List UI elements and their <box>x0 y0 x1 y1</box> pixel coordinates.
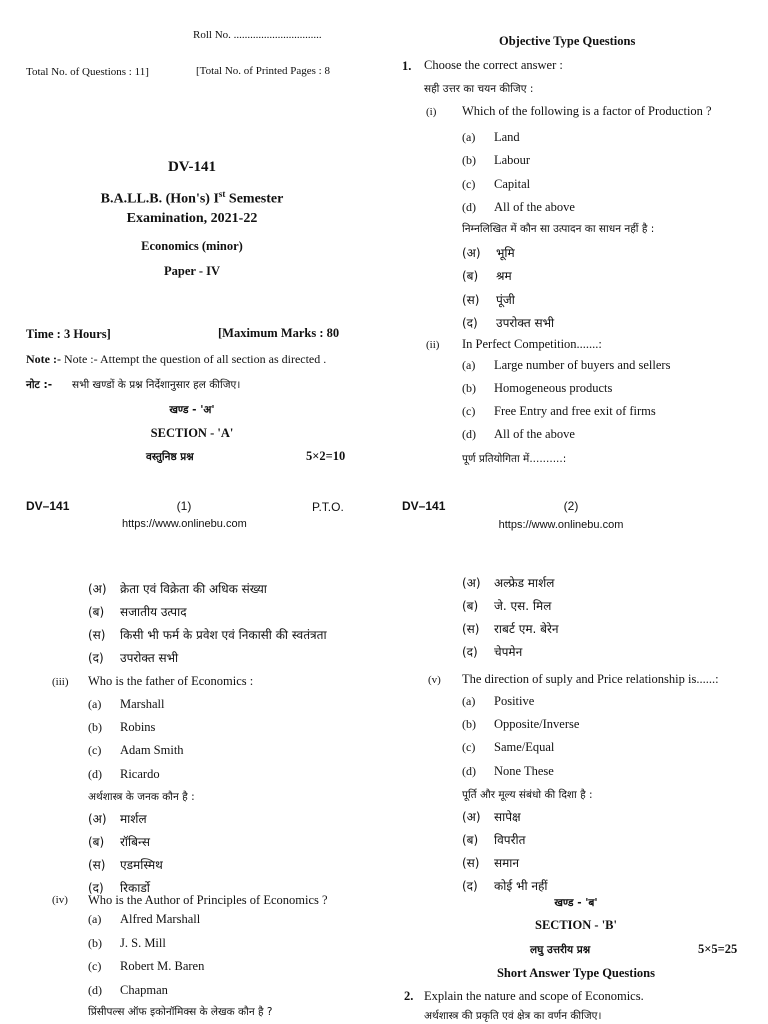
page-3 <box>0 512 384 1024</box>
objective-hindi: वस्तुनिष्ठ प्रश्न <box>146 451 194 463</box>
option-text: Marshall <box>120 697 165 711</box>
option-text: All of the above <box>494 199 575 214</box>
roll-no-field: Roll No. ................................ <box>193 29 322 41</box>
option-label: (ब) <box>88 605 105 619</box>
option-label: (अ) <box>462 810 481 824</box>
question-v-text: The direction of suply and Price relationship is......: <box>462 672 719 686</box>
maximum-marks: [Maximum Marks : 80 <box>218 326 340 340</box>
section-a-marks: 5×2=10 <box>306 449 346 463</box>
option-text: Same/Equal <box>494 740 555 755</box>
option-text: किसी भी फर्म के प्रवेश एवं निकासी की स्वतंत्रता <box>120 628 327 642</box>
note-hindi-label: नोट :- <box>26 379 53 391</box>
option-text: पूंजी <box>496 292 515 307</box>
option-label: (b) <box>88 720 102 735</box>
option-label: (स) <box>462 856 480 870</box>
question-2-number: 2. <box>404 989 414 1003</box>
option-text: Ricardo <box>120 766 160 781</box>
option-text: Large number of buyers and sellers <box>494 358 671 372</box>
option-label: (a) <box>462 130 476 144</box>
option-text: समान <box>494 856 520 870</box>
option-text: J. S. Mill <box>120 935 166 950</box>
option-label: (d) <box>462 763 476 778</box>
option-label: (अ) <box>462 576 481 590</box>
option-text: सापेक्ष <box>494 810 521 824</box>
option-label: (द) <box>462 645 478 659</box>
page-1 <box>0 0 384 512</box>
total-questions: Total No. of Questions : 11] <box>26 66 149 78</box>
option-text: अल्फ्रेड मार्शल <box>494 576 555 590</box>
option-text: All of the above <box>494 427 575 441</box>
option-text: Opposite/Inverse <box>494 717 580 732</box>
option-label: (a) <box>88 697 102 711</box>
question-iv-number: (iv) <box>52 894 68 906</box>
option-label: (द) <box>88 881 104 895</box>
section-a-hindi: खण्ड - 'अ' <box>169 404 215 416</box>
question-iii-text: Who is the father of Economics : <box>88 674 254 688</box>
option-label: (b) <box>462 153 476 168</box>
question-2-text: Explain the nature and scope of Economics. <box>424 989 644 1003</box>
option-text: रिकार्डो <box>120 881 150 895</box>
option-label: (b) <box>88 935 102 950</box>
exam-title: Examination, 2021-22 <box>126 211 258 226</box>
option-label: (ब) <box>462 269 479 284</box>
option-text: Homogeneous products <box>494 381 613 395</box>
option-label: (d) <box>88 982 102 997</box>
question-iii-hindi: अर्थशास्त्र के जनक कौन है : <box>88 791 195 803</box>
option-label: (ब) <box>462 833 479 847</box>
footer-code: DV–141 <box>26 499 70 513</box>
section-b-hindi: खण्ड - 'ब' <box>554 897 598 909</box>
option-label: (स) <box>462 622 480 636</box>
option-label: (a) <box>462 358 476 372</box>
footer-pto: P.T.O. <box>312 500 344 514</box>
option-text: जे. एस. मिल <box>494 599 552 613</box>
paper-number: Paper - IV <box>163 264 220 278</box>
option-label: (स) <box>88 628 106 642</box>
option-text: Robins <box>120 720 156 735</box>
option-text: श्रम <box>496 269 512 284</box>
option-label: (अ) <box>88 582 107 596</box>
objective-heading: Objective Type Questions <box>499 34 636 48</box>
footer-page-number: (2) <box>563 499 579 513</box>
question-v-hindi: पूर्ति और मूल्य संबंधो की दिशा है : <box>462 789 593 801</box>
option-label: (द) <box>462 879 478 893</box>
option-text: सजातीय उत्पाद <box>120 605 187 619</box>
short-answer-heading: Short Answer Type Questions <box>496 966 655 980</box>
option-label: (a) <box>462 694 476 708</box>
option-label: (अ) <box>462 246 481 260</box>
question-i-number: (i) <box>426 106 437 118</box>
option-label: (a) <box>88 912 102 926</box>
page-1-footer-url: https://www.onlinebu.com <box>122 518 247 530</box>
option-text: उपरोक्त सभी <box>496 315 555 330</box>
page-2 <box>384 0 768 531</box>
section-a-title: SECTION - 'A' <box>150 426 234 440</box>
footer-code: DV–141 <box>402 499 446 513</box>
option-label: (द) <box>462 315 478 330</box>
question-ii-number: (ii) <box>426 339 440 351</box>
option-label: (अ) <box>88 812 107 826</box>
note-english: Note :- Note :- Attempt the question of all section as directed . <box>26 352 327 366</box>
question-iv-text: Who is the Author of Principles of Economics ? <box>88 893 328 907</box>
option-text: चेपमेन <box>494 645 523 659</box>
option-label: (d) <box>462 427 476 441</box>
option-text: मार्शल <box>120 812 147 826</box>
option-label: (द) <box>88 651 104 665</box>
total-pages: [Total No. of Printed Pages : 8 <box>196 65 330 77</box>
option-label: (स) <box>462 292 480 307</box>
question-1-number: 1. <box>402 59 412 73</box>
short-answer-hindi: लघु उत्तरीय प्रश्न <box>530 944 591 956</box>
option-text: Land <box>494 130 520 144</box>
question-iii-number: (iii) <box>52 676 69 688</box>
option-text: कोई भी नहीं <box>494 879 548 893</box>
section-b-marks: 5×5=25 <box>698 942 738 956</box>
option-label: (c) <box>88 743 102 758</box>
question-ii-text: In Perfect Competition.......: <box>462 337 602 351</box>
option-text: क्रेता एवं विक्रेता की अधिक संख्या <box>120 582 267 596</box>
question-1-text: Choose the correct answer : <box>424 58 563 72</box>
footer-page-number: (1) <box>176 499 192 513</box>
option-label: (d) <box>88 766 102 781</box>
option-text: Alfred Marshall <box>120 912 201 926</box>
question-1-hindi: सही उत्तर का चयन कीजिए : <box>424 83 534 95</box>
paper-code: DV-141 <box>167 159 217 175</box>
option-text: Adam Smith <box>120 743 184 758</box>
option-text: None These <box>494 763 554 778</box>
option-text: राबर्ट एम. बेरेन <box>494 622 559 636</box>
subject-title: Economics (minor) <box>141 239 243 253</box>
option-label: (ब) <box>462 599 479 613</box>
course-title: B.A.LL.B. (Hon's) Ist Semester <box>100 189 284 207</box>
option-label: (ब) <box>88 835 105 849</box>
question-iv-hindi: प्रिंसीपल्स ऑफ इकोनॉमिक्स के लेखक कौन है ? <box>88 1006 273 1018</box>
option-text: Chapman <box>120 982 168 997</box>
section-b-title: SECTION - 'B' <box>535 918 617 932</box>
option-label: (b) <box>462 717 476 732</box>
option-text: Robert M. Baren <box>120 959 205 973</box>
option-label: (c) <box>88 959 102 973</box>
option-text: विपरीत <box>494 833 526 847</box>
option-text: Labour <box>494 153 531 168</box>
option-text: Positive <box>494 694 535 708</box>
option-label: (b) <box>462 381 476 395</box>
page-4 <box>384 512 768 1024</box>
option-label: (c) <box>462 176 476 191</box>
question-i-hindi: निम्नलिखित में कौन सा उत्पादन का साधन नहीं है : <box>462 223 655 235</box>
option-text: एडमस्मिथ <box>120 858 163 872</box>
option-text: Free Entry and free exit of firms <box>494 404 656 418</box>
option-text: उपरोक्त सभी <box>120 651 179 665</box>
question-v-number: (v) <box>428 674 441 686</box>
note-hindi: सभी खण्डों के प्रश्न निर्देशानुसार हल कीजिए। <box>72 379 241 391</box>
question-2-hindi: अर्थशास्त्र की प्रकृति एवं क्षेत्र का वर्णन कीजिए। <box>424 1010 602 1022</box>
footer-url: https://www.onlinebu.com <box>498 519 624 531</box>
option-label: (c) <box>462 404 476 418</box>
option-text: Capital <box>494 176 531 191</box>
option-label: (स) <box>88 858 106 872</box>
question-ii-hindi: पूर्ण प्रतियोगिता में..........: <box>462 453 567 465</box>
option-label: (d) <box>462 199 476 214</box>
option-label: (c) <box>462 740 476 755</box>
option-text: भूमि <box>496 246 515 260</box>
option-text: रॉबिन्स <box>120 835 150 849</box>
time-allowed: Time : 3 Hours] <box>26 327 111 341</box>
question-i-text: Which of the following is a factor of Production ? <box>462 104 712 118</box>
